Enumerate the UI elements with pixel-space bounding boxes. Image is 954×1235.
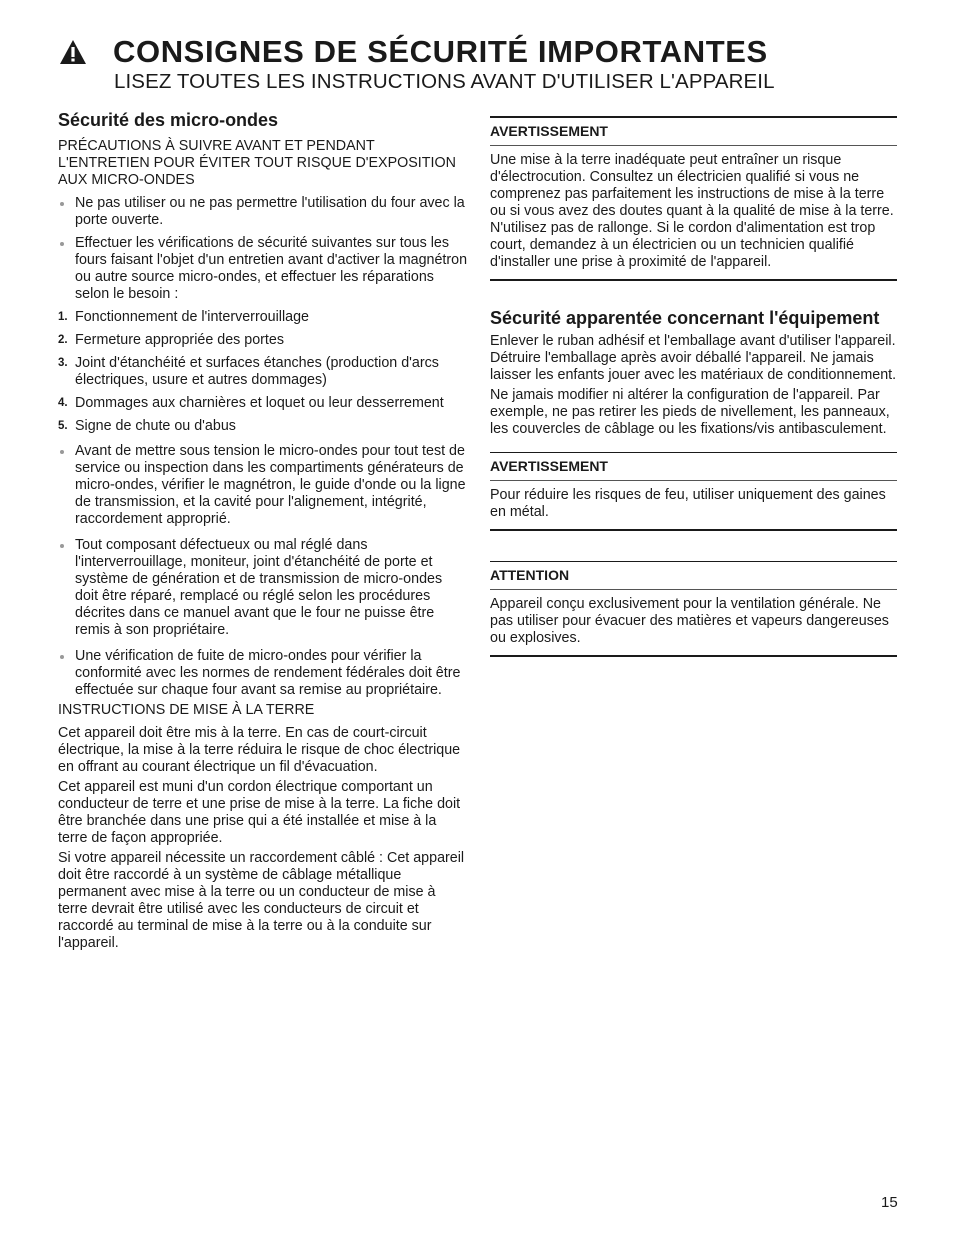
right-column [490,116,897,657]
page-title: CONSIGNES DE SÉCURITÉ IMPORTANTES [113,34,768,69]
grounding-paragraph: Cet appareil doit être mis à la terre. En cas de court-circuit électrique, la mise à la terre réduira le risque de choc électrique en offrant au courant électrique un fil d'évacuation. [58,725,461,775]
item-number: 3. [58,357,68,369]
grounding-paragraph: Si votre appareil nécessite un raccordement câblé : Cet appareil doit être raccordé à un système de câblage métallique permanent avec mise à la terre ou un conducteur de mise à terre devrait être utilisé avec les conducteurs de circuit et raccordé au terminal de mise à la terre ou à la conduite sur l'appareil. [58,850,465,951]
bullet-list-b [58,443,468,699]
warning-label: AVERTISSEMENT [490,453,897,481]
list-item [58,309,468,326]
list-item: Tout composant défectueux ou mal réglé dans l'interverrouillage, moniteur, joint d'étanchéité de porte et système de génération et de transmission de micro-ondes doit être réparé, remplacé ou réglé selon les procédures décrites dans ce manuel avant que le four ne puisse être remis à son propriétaire. [58,537,468,639]
numbered-list [58,309,468,435]
bullet-list-a [58,195,468,303]
item-number: 5. [58,420,68,432]
warning-box-fire [490,452,897,531]
caution-box [490,561,897,657]
item-text: Dommages aux charnières et loquet ou leur desserrement [75,395,444,411]
page-number: 15 [881,1194,898,1211]
list-item: Effectuer les vérifications de sécurité suivantes sur tous les fours faisant l'objet d'un entretien avant d'activer la magnétron ou autre source micro-ondes, et effectuer les réparations selon le besoin : [58,235,468,303]
list-item [58,395,468,412]
item-number: 1. [58,311,68,323]
equipment-safety-heading: Sécurité apparentée concernant l'équipement [490,308,880,328]
warning-triangle-icon [58,37,88,67]
item-text: Fonctionnement de l'interverrouillage [75,309,309,325]
grounding-paragraph: Cet appareil est muni d'un cordon électrique comportant un conducteur de terre et une prise de mise à la terre. La fiche doit être branchée dans une prise qui a été installée et mise à la terre de façon appropriée. [58,779,461,846]
item-text: Signe de chute ou d'abus [75,418,236,434]
item-text: Joint d'étanchéité et surfaces étanches (production d'arcs électriques, usure et autres dommages) [75,355,439,388]
list-item [58,332,468,349]
list-item: Une vérification de fuite de micro-ondes pour vérifier la conformité avec les normes de rendement fédérales doit être effectuée sur chaque four avant sa remise au propriétaire. [58,648,468,699]
caution-label: ATTENTION [490,562,897,590]
title-row [58,34,918,70]
warning-text: Une mise à la terre inadéquate peut entraîner un risque d'électrocution. Consultez un électricien qualifié si vous ne comprenez pas parfaitement les instructions de mise à la terre ou si vous avez des doutes quant à la qualité de mise à la terre. N'utilisez pas de rallonge. Si le cordon d'alimentation est trop court, demandez à un électricien ou un technicien qualifié d'installer une prise à proximité de l'appareil. [490,152,894,270]
page-header [58,34,918,94]
grounding-heading: INSTRUCTIONS DE MISE À LA TERRE [58,702,315,718]
list-item: Ne pas utiliser ou ne pas permettre l'utilisation du four avec la porte ouverte. [58,195,468,229]
page-subtitle: LISEZ TOUTES LES INSTRUCTIONS AVANT D'UTILISER L'APPAREIL [114,70,775,93]
item-number: 2. [58,334,68,346]
equipment-paragraph: Enlever le ruban adhésif et l'emballage avant d'utiliser l'appareil. Détruire l'emballage après avoir déballé l'appareil. Ne jamais laisser les enfants jouer avec les matériaux de conditionnement. [490,333,897,383]
warning-box-grounding [490,116,897,281]
equipment-paragraph: Ne jamais modifier ni altérer la configuration de l'appareil. Par exemple, ne pas retirer les pieds de nivellement, les panneaux, les couvercles de câblage ou les fixations/vis antibasculement. [490,387,890,437]
warning-label: AVERTISSEMENT [490,118,897,146]
precautions-text: PRÉCAUTIONS À SUIVRE AVANT ET PENDANT L'ENTRETIEN POUR ÉVITER TOUT RISQUE D'EXPOSITION AUX MICRO-ONDES [58,138,456,188]
item-text: Fermeture appropriée des portes [75,332,285,348]
list-item [58,355,468,389]
item-number: 4. [58,397,68,409]
left-column [58,110,468,952]
microwave-safety-heading: Sécurité des micro-ondes [58,110,279,130]
warning-text: Pour réduire les risques de feu, utiliser uniquement des gaines en métal. [490,487,886,520]
caution-text: Appareil conçu exclusivement pour la ventilation générale. Ne pas utiliser pour évacuer des matières et vapeurs dangereuses ou explosives. [490,596,889,646]
list-item: Avant de mettre sous tension le micro-ondes pour tout test de service ou inspection dans les compartiments générateurs de micro-ondes, vérifier le magnétron, le guide d'onde ou la ligne de transmission, et la cavité pour l'alignement, intégrité, raccordement approprié. [58,443,468,528]
list-item [58,418,468,435]
